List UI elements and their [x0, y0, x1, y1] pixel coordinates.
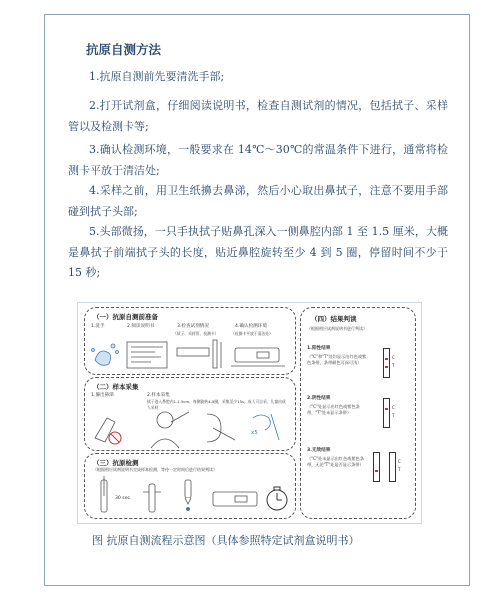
result-title: （四）结果判读 — [311, 315, 357, 323]
invalid-t-band — [375, 470, 378, 472]
positive-c-band — [385, 358, 388, 360]
positive-t-label: T — [392, 363, 395, 368]
negative-c-band — [385, 408, 388, 410]
step-1: 1.抗原自测前先要清洗手部; — [89, 70, 225, 83]
prep-item-4: 4.确认检测环境 — [235, 324, 267, 329]
manual-icon — [127, 342, 167, 368]
process-diagram — [77, 302, 422, 524]
test-card-icon — [231, 348, 285, 366]
positive-strip — [383, 348, 390, 378]
timer-icon — [267, 487, 287, 510]
negative-strip — [383, 398, 390, 428]
sampling-illustrations — [85, 408, 297, 450]
prep-note-2: （检测卡平放于清洁处） — [231, 331, 273, 336]
negative-title: 2.阴性结果 — [307, 396, 331, 401]
rotation-count: x5 — [251, 430, 258, 436]
invalid-desc: （"C"处未显示出红色或紫色条带，无论"T"处是否显示条带） — [307, 456, 365, 467]
invalid-t-label: T — [398, 467, 401, 472]
nose-swab-icon — [207, 414, 235, 442]
invalid-c-label: C — [398, 459, 401, 464]
sampling-item-2: 2.样本采集 — [147, 393, 170, 398]
no-touch-icon — [109, 432, 121, 444]
sampling-panel — [84, 377, 296, 451]
prep-note-1: （拭子、采样管、检测卡） — [173, 331, 219, 336]
detection-note: （根据相应试剂说明书完成样本检测，等待一定时间后进行结果判读） — [93, 467, 217, 472]
positive-t-band — [385, 366, 388, 368]
invalid-title: 3.无效结果 — [307, 448, 331, 453]
hand-wash-icon — [92, 344, 119, 365]
prep-item-3: 3.检查试剂情况 — [177, 324, 209, 329]
step-4: 4.采样之前，用卫生纸擤去鼻涕，然后小心取出鼻拭子，注意不要用手部碰到拭子头部; — [68, 184, 448, 218]
result-panel — [300, 307, 416, 519]
sampling-note: 拭子进入鼻腔内1-1.5cm，每侧旋转4-5圈，采集至少15s，成人可自采，儿童由成人采样 — [147, 399, 286, 410]
step-3: 3.确认检测环境，一般要求在 14℃～30℃的常温条件下进行，通常将检测卡平放于清洁处; — [68, 143, 448, 177]
kit-icon — [177, 340, 221, 368]
step-5: 5.头部微扬，一只手执拭子贴鼻孔深入一侧鼻腔内部 1 至 1.5 厘米，大概是鼻拭子前端拭子头的长度，贴近鼻腔旋转至少 4 到 5 圈，停留时间不少于 15 秒; — [68, 225, 448, 279]
detection-panel — [84, 453, 296, 519]
dropper-icon — [185, 480, 191, 511]
rotate-icon — [253, 414, 279, 440]
squeeze-tube-icon — [143, 484, 161, 512]
test-card-drop-icon — [213, 492, 257, 506]
detection-title: （三）抗原检测 — [93, 459, 139, 467]
negative-desc: （"C"处显示出红色或紫色条带，"T"处未显示条带） — [307, 404, 360, 415]
negative-t-label: T — [392, 413, 395, 418]
detection-illustrations — [85, 476, 297, 518]
prep-item-2: 2.阅读说明书 — [127, 324, 155, 329]
invalid-strip-1 — [373, 452, 380, 482]
prep-title: （一）抗原自测前准备 — [93, 313, 158, 321]
tissue-icon — [95, 418, 115, 442]
figure-caption: 图 抗原自测流程示意图（具体参照特定试剂盒说明书） — [92, 534, 360, 547]
invalid-strip-2 — [389, 452, 396, 482]
positive-desc: （"C"和"T"处均显示出红色或紫色条带，条带颜色可深可浅） — [307, 354, 367, 365]
result-subtitle: （根据相应试剂说明书进行判读） — [307, 326, 367, 331]
sampling-item-1: 1.擤出鼻涕 — [91, 393, 114, 398]
time-label: 30 sec. — [115, 496, 132, 501]
negative-c-label: C — [392, 405, 395, 410]
person-swab-icon — [151, 412, 189, 448]
prep-illustrations — [85, 338, 297, 374]
positive-title: 1.阳性结果 — [307, 346, 331, 351]
sampling-title: （二）样本采集 — [93, 383, 139, 391]
tube-icon — [101, 476, 107, 512]
step-2: 2.打开试剂盒，仔细阅读说明书，检查自测试剂的情况，包括拭子、采样管以及检测卡等; — [68, 99, 448, 133]
page-title: 抗原自测方法 — [86, 42, 162, 57]
prep-panel — [84, 307, 296, 375]
positive-c-label: C — [392, 355, 395, 360]
prep-item-1: 1.洗手 — [91, 324, 105, 329]
